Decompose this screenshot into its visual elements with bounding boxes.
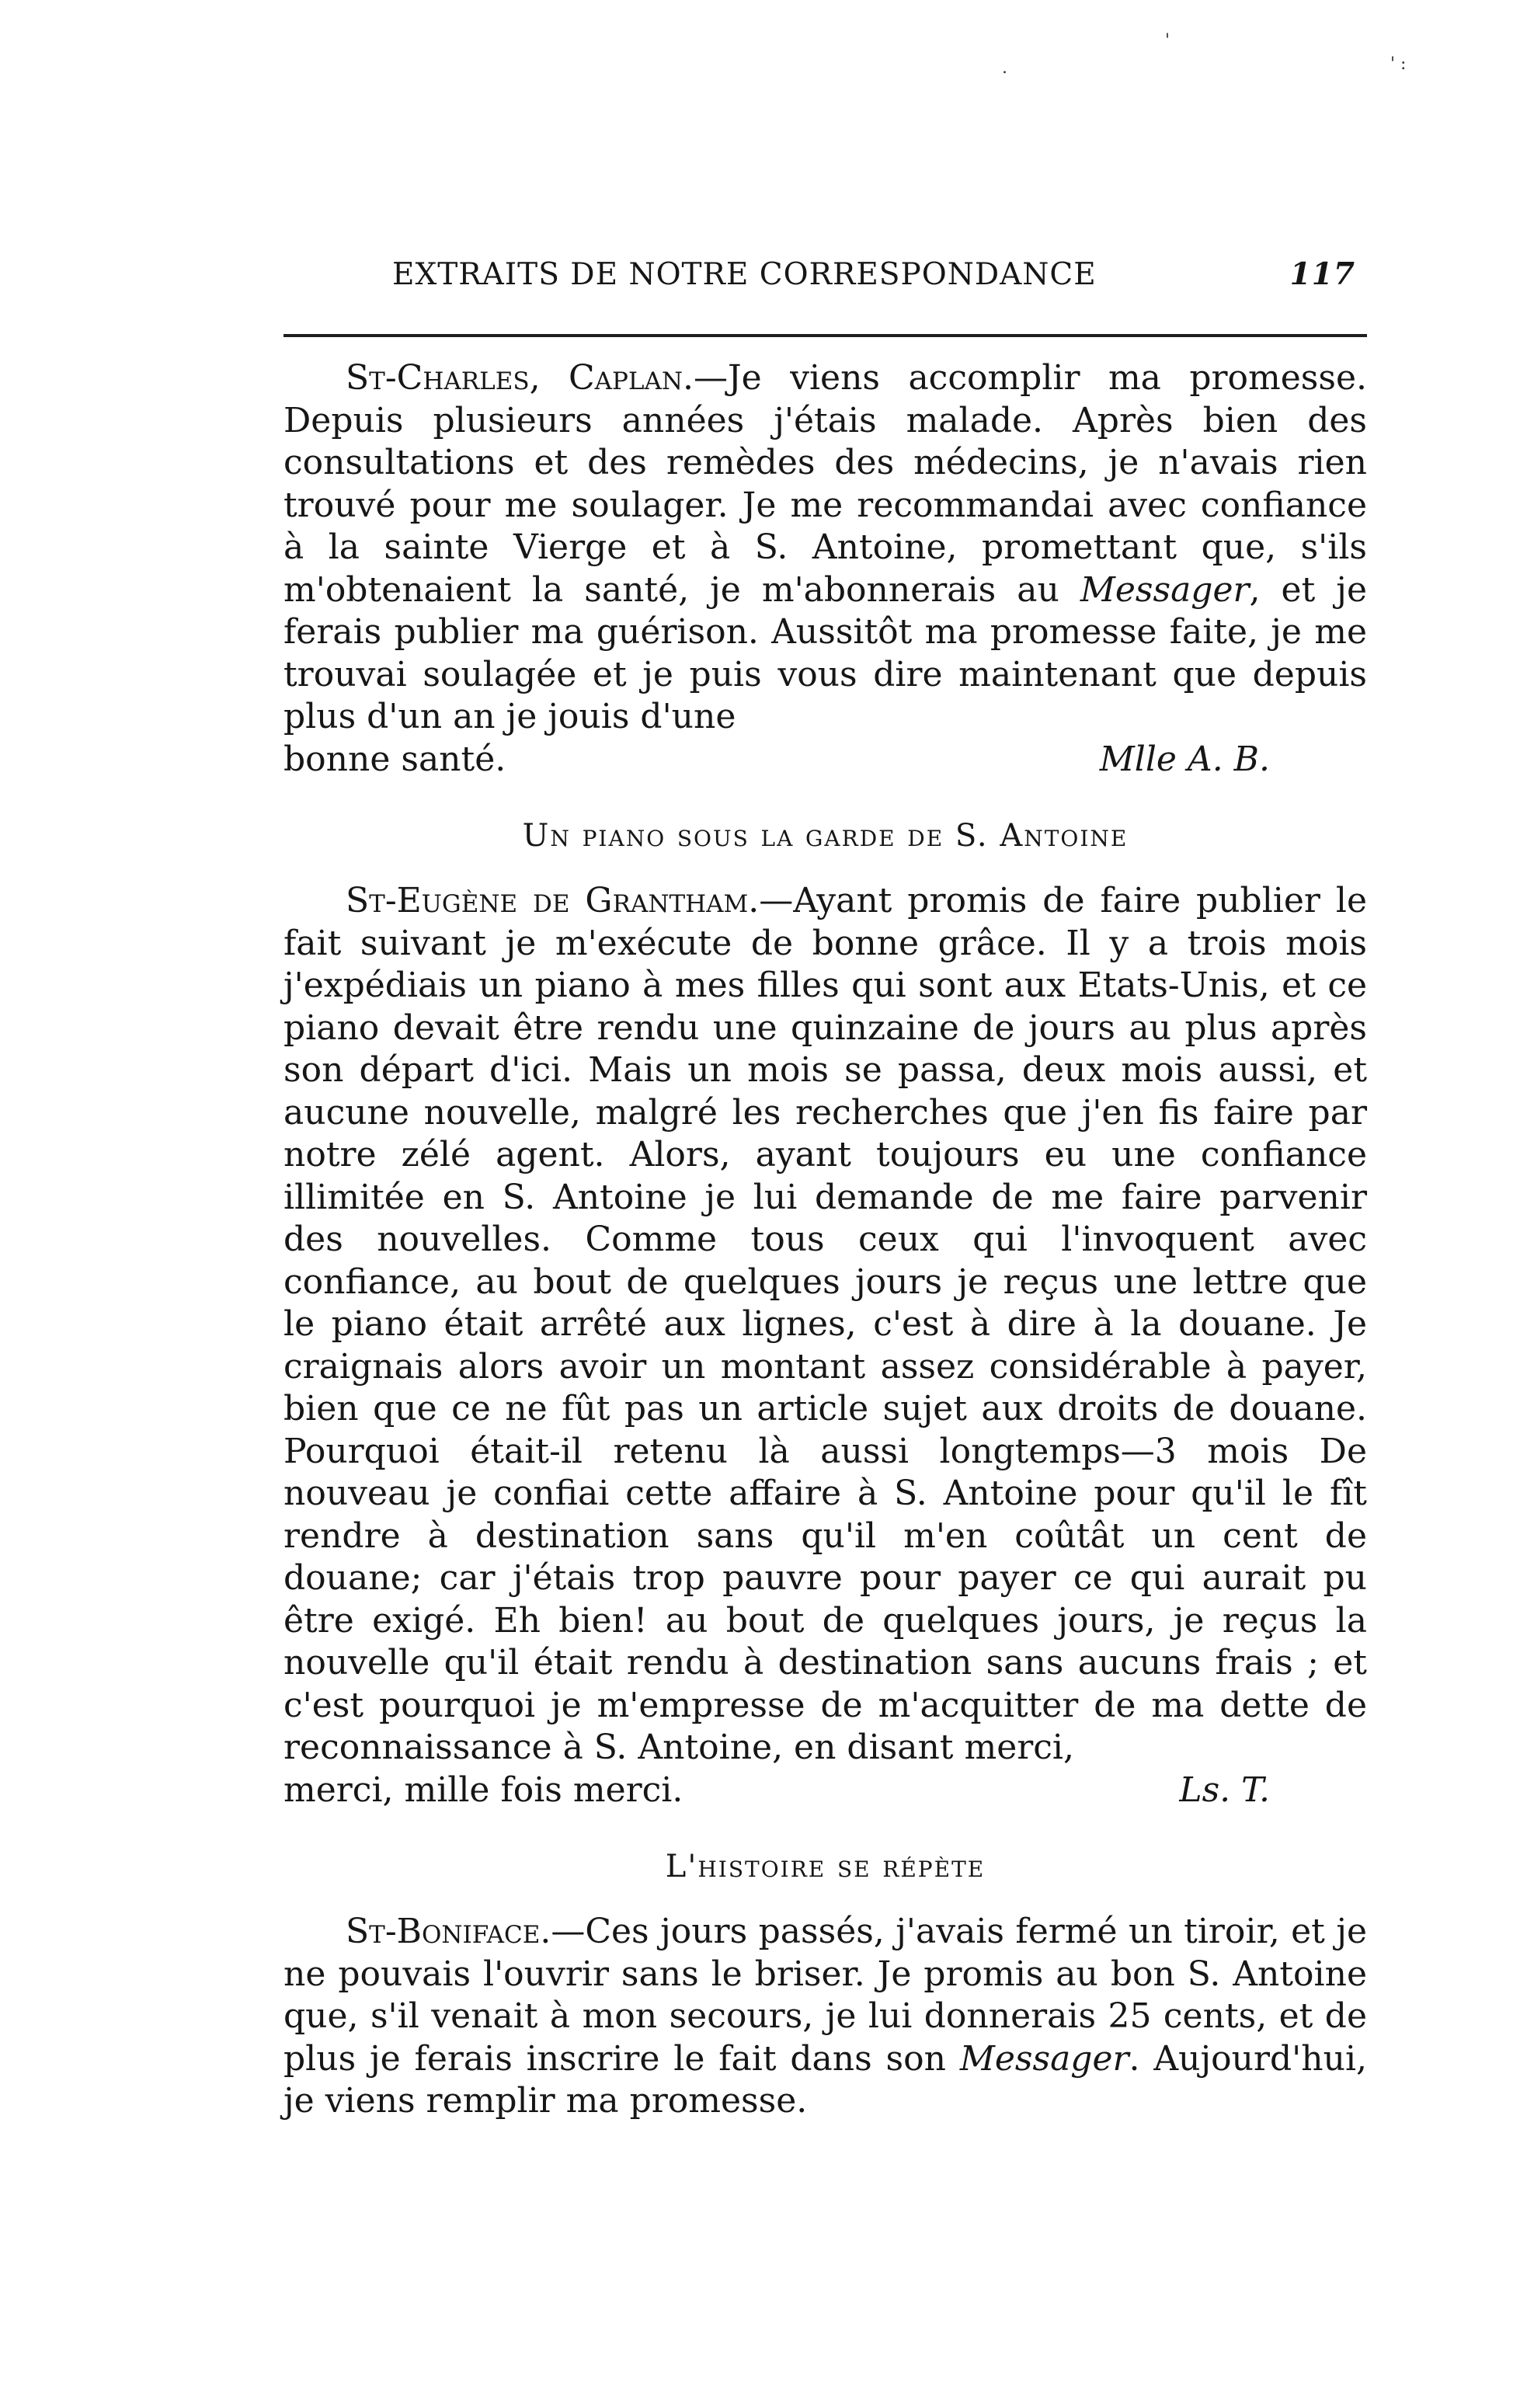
letter-st-charles: [283, 357, 1367, 781]
magazine-title: Messager: [1080, 569, 1250, 610]
print-speck: ': [1165, 31, 1170, 50]
section-heading-piano: Un piano sous la garde de S. Antoine: [522, 818, 1129, 854]
letter-place: St-Charles, Caplan.: [346, 358, 694, 398]
header-rule: [283, 334, 1367, 337]
book-page: [283, 256, 1367, 2123]
letter-text-continued: . Aujourd'hui, je viens remplir ma promesse.: [283, 2038, 1367, 2121]
letter-body: [283, 880, 1367, 1769]
letter-closing: bonne santé.: [283, 739, 506, 779]
letter-body: [283, 357, 1367, 739]
letter-signoff: [283, 1769, 1367, 1812]
print-speck: .: [1002, 58, 1007, 78]
letter-text-continued: , et je ferais publier ma guérison. Aussitôt ma promesse faite, je me trouvai soulagée et je puis vous dire maintenant que depuis plus d'un an je jouis d'une: [283, 569, 1367, 736]
magazine-title: Messager: [959, 2038, 1129, 2079]
running-head: [283, 256, 1367, 303]
section-heading-histoire: L'histoire se répète: [665, 1849, 986, 1884]
page-number: 117: [1289, 256, 1355, 292]
letter-signature: Ls. T.: [1179, 1769, 1270, 1810]
letter-st-eugene: [283, 880, 1367, 1811]
print-speck: ' :: [1390, 54, 1407, 74]
letter-text: —Ces jours passés, j'avais fermé un tiroir, et je ne pouvais l'ouvrir sans le briser. Je promis au bon S. Antoine que, s'il venait à mon secours, je lui donnerais 25 cents, et de plus je ferais inscrire le fait dans son: [283, 1912, 1367, 2079]
letter-text: —Je viens accomplir ma promesse. Depuis plusieurs années j'étais malade. Après bien des consultations et des remèdes des médecins, je n'avais rien trouvé pour me soulager. Je me recommandai avec confiance à la sainte Vierge et à S. Antoine, promettant que, s'ils m'obtenaient la santé, je m'abonnerais au: [283, 358, 1367, 610]
letter-text: —Ayant promis de faire publier le fait suivant je m'exécute de bonne grâce. Il y a trois mois j'expédiais un piano à mes filles qui sont aux Etats-Unis, et ce piano devait être rendu une quinzaine de jours au plus après son départ d'ici. Mais un mois se passa, deux mois aussi, et aucune nouvelle, malgré les recherches que j'en fis faire par notre zélé agent. Alors, ayant toujours eu une confiance illimitée en S. Antoine je lui demande de me faire parvenir des nouvelles. Comme tous ceux qui l'invoquent avec confiance, au bout de quelques jours je reçus une lettre que le piano était arrêté aux lignes, c'est à dire à la douane. Je craignais alors avoir un montant assez considérable à payer, bien que ce ne fût pas un article sujet aux droits de douane. Pourquoi était-il retenu là aussi longtemps—3 mois De nouveau je confiai cette affaire à S. Antoine pour qu'il le fît rendre à destination sans qu'il m'en coûtât un cent de douane; car j'étais trop pauvre pour payer ce qui aurait pu être exigé. Eh bien! au bout de quelques jours, je reçus la nouvelle qu'il était rendu à destination sans aucuns frais ; et c'est pourquoi je m'empresse de m'acquitter de ma dette de reconnaissance à S. Antoine, en disant merci,: [283, 881, 1367, 1767]
letter-closing: merci, mille fois merci.: [283, 1769, 683, 1810]
letter-place: St-Eugène de Grantham.: [346, 881, 760, 920]
running-head-title: EXTRAITS DE NOTRE CORRESPONDANCE: [392, 257, 1097, 292]
letter-st-boniface: [283, 1911, 1367, 2123]
letter-signature: Mlle A. B.: [1099, 739, 1270, 779]
letter-body: [283, 1911, 1367, 2123]
letter-signoff: [283, 739, 1367, 781]
letter-place: St-Boniface.: [346, 1912, 551, 1951]
